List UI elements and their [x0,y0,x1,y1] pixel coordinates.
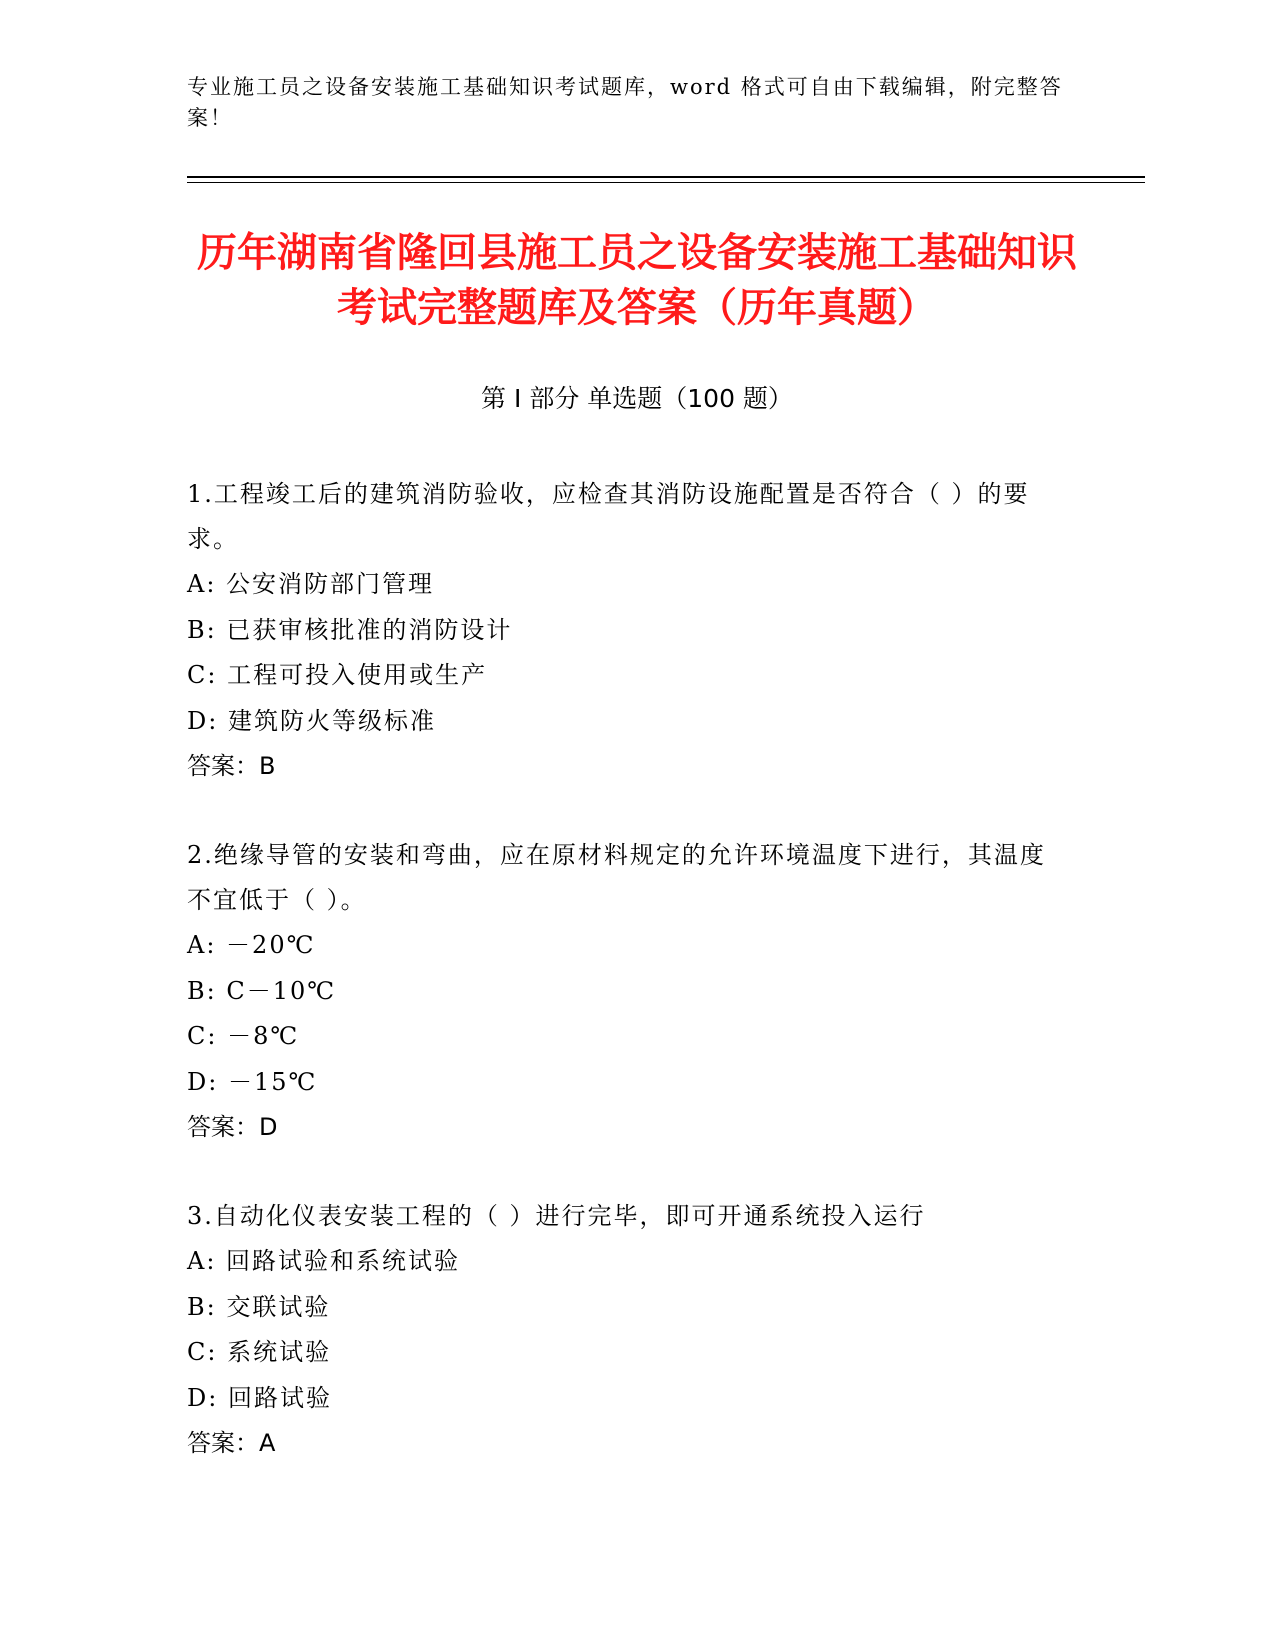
answer-line: 答案：A [187,1429,276,1457]
header-note: 专业施工员之设备安装施工基础知识考试题库，word 格式可自由下载编辑，附完整答案！ [187,75,1063,130]
answer-line: 答案：B [187,752,276,780]
option-b: B: 交联试验 [187,1292,331,1321]
question-stem: 2.绝缘导管的安装和弯曲，应在原材料规定的允许环境温度下进行，其温度不宜低于（ ）。 [187,841,1046,914]
question-item [187,833,1067,1151]
option-a: A: 回路试验和系统试验 [187,1247,461,1275]
option-d: D: 回路试验 [187,1383,332,1412]
option-c: C: 工程可投入使用或生产 [187,661,488,689]
answer-line: 答案：D [187,1113,278,1141]
option-b: B: 已获审核批准的消防设计 [187,615,513,644]
section-heading: 第 I 部分 单选题（100 题） [481,384,793,413]
option-a: A: 公安消防部门管理 [187,570,435,598]
question-stem: 1.工程竣工后的建筑消防验收，应检查其消防设施配置是否符合（ ）的要求。 [187,480,1030,553]
document-title: 历年湖南省隆回县施工员之设备安装施工基础知识考试完整题库及答案（历年真题） [197,230,1077,331]
option-a: A: －20℃ [187,931,316,959]
header-divider-thick [187,176,1145,178]
option-b: B: C－10℃ [187,976,337,1005]
option-c: C: 系统试验 [187,1338,332,1366]
header-divider-thin [187,182,1145,183]
option-d: D: －15℃ [187,1067,318,1096]
option-d: D: 建筑防火等级标准 [187,706,436,735]
question-stem: 3.自动化仪表安装工程的（ ）进行完毕，即可开通系统投入运行 [187,1202,926,1230]
question-item [187,472,1067,790]
question-item [187,1194,1067,1467]
option-c: C: －8℃ [187,1022,300,1050]
